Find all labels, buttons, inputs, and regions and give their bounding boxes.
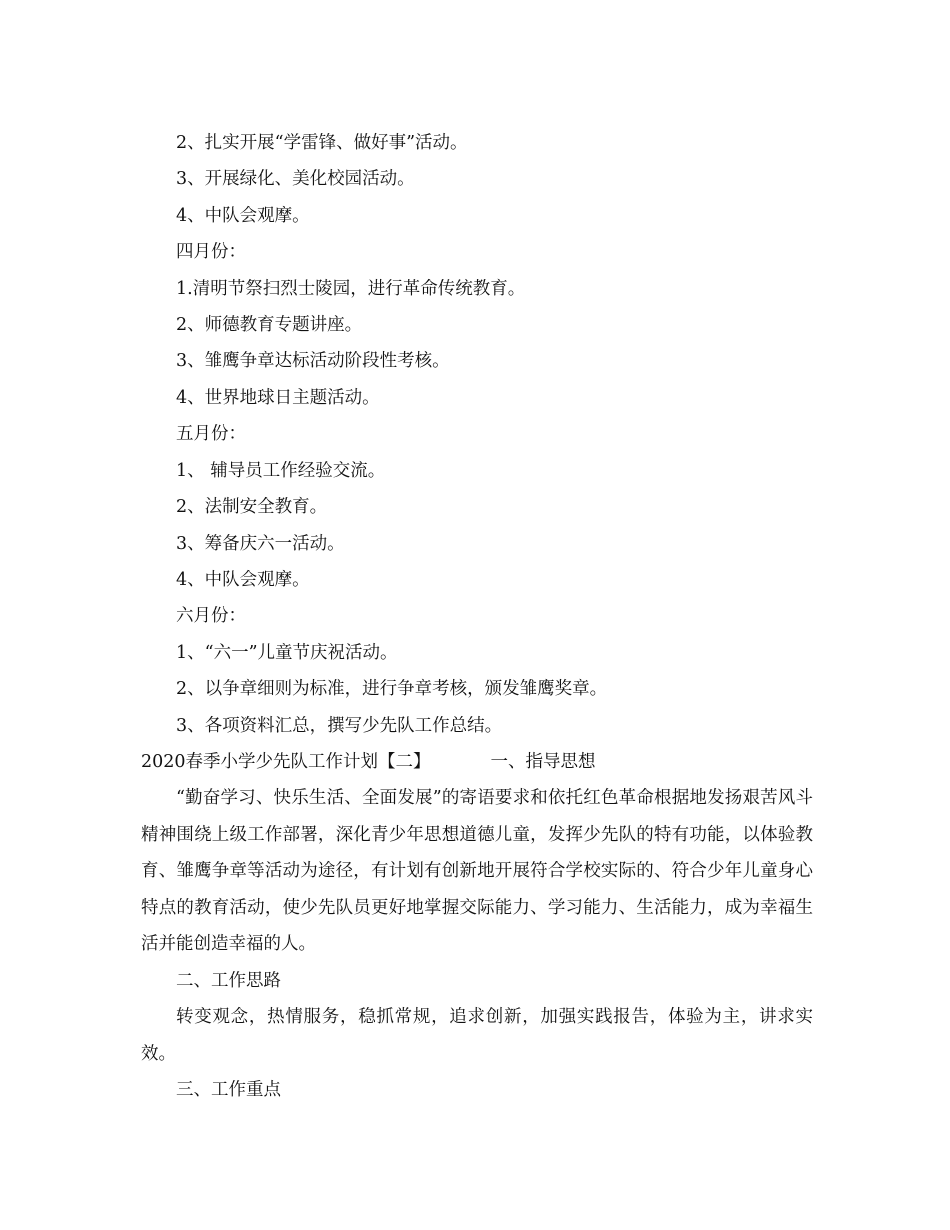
may-heading: 五月份： [176,424,246,444]
april-heading: 四月份： [176,242,246,262]
plan2-title-line [141,750,596,774]
march-item-3: 3、开展绿化、美化校园活动。 [176,169,415,189]
june-item-3: 3、各项资料汇总，撰写少先队工作总结。 [176,716,503,736]
section3-heading: 三、工作重点 [176,1080,281,1100]
april-item-4: 4、世界地球日主题活动。 [176,388,380,408]
section2-heading: 二、工作思路 [176,971,281,991]
may-item-2: 2、法制安全教育。 [176,497,328,517]
april-item-3: 3、雏鹰争章达标活动阶段性考核。 [176,351,450,371]
march-item-2: 2、扎实开展“学雷锋、做好事”活动。 [176,133,468,153]
april-item-2: 2、师德教育专题讲座。 [176,315,363,335]
section2-body: 转变观念，热情服务，稳抓常规，追求创新，加强实践报告，体验为主，讲求实效。 [141,1007,813,1064]
june-item-1: 1、“六一”儿童节庆祝活动。 [176,643,398,663]
june-heading: 六月份： [176,606,246,626]
may-item-1: 1、 辅导员工作经验交流。 [176,461,386,481]
march-item-4: 4、中队会观摩。 [176,206,310,226]
june-item-2: 2、以争章细则为标准，进行争章考核，颁发雏鹰奖章。 [176,679,608,699]
april-item-1: 1.清明节祭扫烈士陵园，进行革命传统教育。 [176,279,526,299]
may-item-3: 3、筹备庆六一活动。 [176,534,345,554]
may-item-4: 4、中队会观摩。 [176,570,310,590]
section1-heading: 一、指导思想 [490,752,596,772]
plan2-title: 2020春季小学少先队工作计划【二】 [141,752,431,772]
section1-body: “勤奋学习、快乐生活、全面发展”的寄语要求和依托红色革命根据地发扬艰苦风斗精神围绕上级工作部署，深化青少年思想道德儿童，发挥少先队的特有功能，以体验教育、雏鹰争章等活动为途径，有计划有创新地开展符合学校实际的、符合少年儿童身心特点的教育活动，使少先队员更好地掌握交际能力、学习能力、生活能力，成为幸福生活并能创造幸福的人。 [141,788,813,954]
